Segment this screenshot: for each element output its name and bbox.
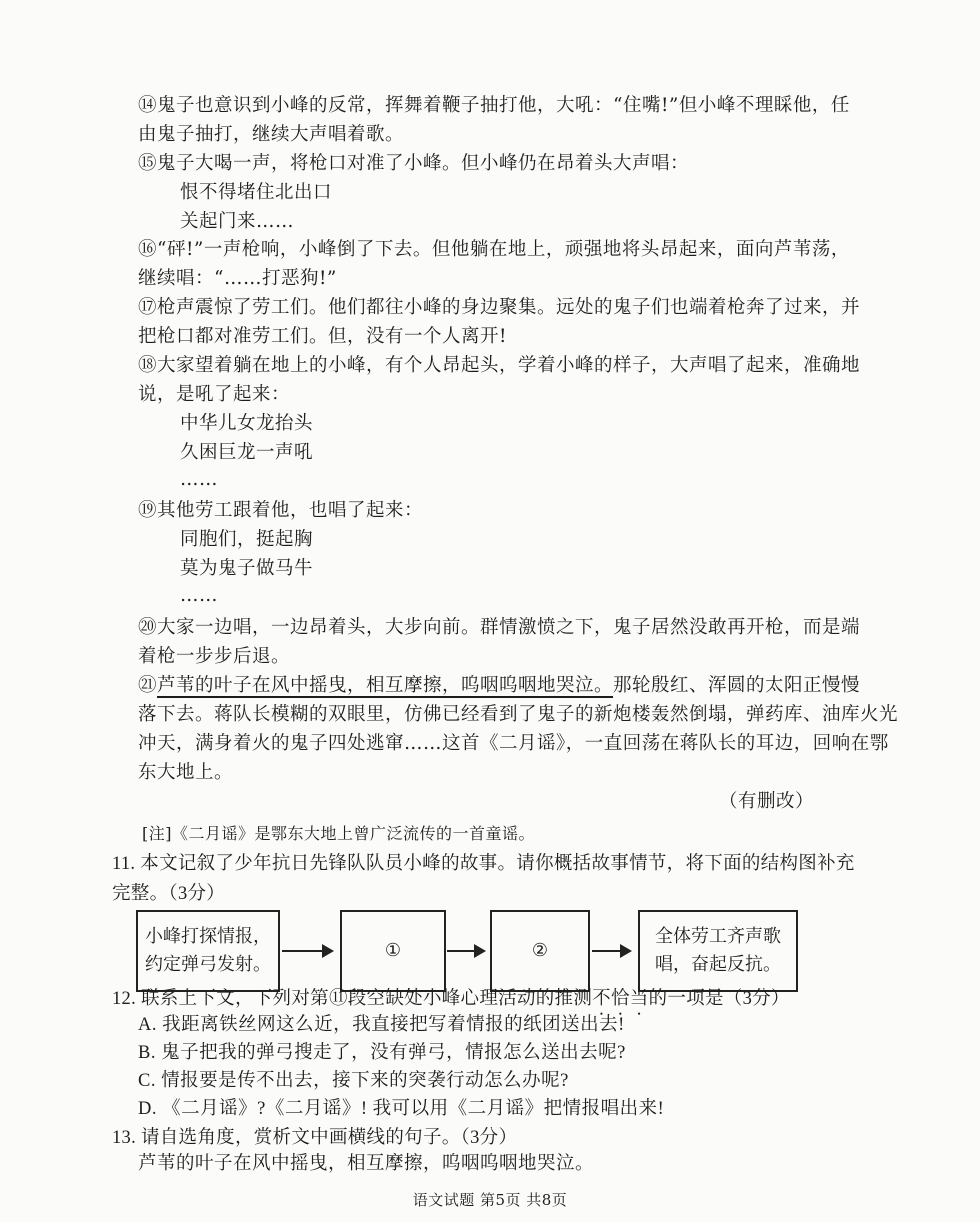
flow-box-1-line-1: 小峰打探情报， (145, 926, 271, 947)
flow-box-3-blank (490, 910, 590, 992)
paragraph-21-text: 那轮殷红、浑圆的太阳正慢慢 (613, 675, 861, 696)
song-line: 同胞们，挺起胸 (180, 529, 314, 550)
question-12-stem-tail: 的一项是（3分） (648, 989, 790, 1009)
source-note: （有删改） (718, 791, 814, 812)
song-line: 中华儿女龙抬头 (180, 413, 314, 434)
flow-box-4-line-1: 全体劳工齐声歌 (655, 926, 781, 947)
paragraph-20-line-2: 着枪一步步后退。 (138, 646, 291, 667)
flow-box-2-blank (340, 910, 446, 992)
flow-box-1-line-2: 约定弹弓发射。 (145, 954, 271, 975)
song-line: 关起门来…… (180, 211, 295, 232)
paragraph-15-line-1: ⑮鬼子大喝一声，将枪口对准了小峰。但小峰仍在昂着头大声唱： (138, 153, 690, 174)
paragraph-18-line-2: 说，是吼了起来： (138, 384, 291, 405)
paragraph-21-line-2: 落下去。蒋队长模糊的双眼里，仿佛已经看到了鬼子的新炮楼轰然倒塌，弹药库、油库火光 (138, 704, 899, 725)
flow-box-1 (136, 910, 280, 992)
blank-marker-2: ② (531, 940, 549, 961)
paragraph-21-line-3: 冲天，满身着火的鬼子四处逃窜……这首《二月谣》，一直回荡在蒋队长的耳边，回响在鄂 (138, 733, 889, 754)
question-12-option-d: D. 《二月谣》?《二月谣》! 我可以用《二月谣》把情报唱出来! (138, 1099, 665, 1119)
question-11-stem-line-2: 完整。（3分） (112, 884, 226, 904)
song-line: 久困巨龙一声吼 (180, 442, 314, 463)
emphasis-text: 不恰当 (592, 989, 649, 1009)
paragraph-marker: ㉑ (138, 675, 158, 696)
paragraph-17-line-2: 把枪口都对准劳工们。但，没有一个人离开! (138, 326, 507, 347)
paragraph-16-line-2: 继续唱：“……打恶狗!” (138, 268, 337, 289)
question-12-option-b: B. 鬼子把我的弹弓搜走了，没有弹弓，情报怎么送出去呢? (138, 1043, 626, 1063)
question-13-quote: 芦苇的叶子在风中摇曳，相互摩擦，呜咽呜咽地哭泣。 (138, 1153, 595, 1174)
underlined-sentence: 芦苇的叶子在风中摇曳，相互摩擦，呜咽呜咽地哭泣。 (157, 675, 614, 696)
annotation-note: [注]《二月谣》是鄂东大地上曾广泛流传的一首童谣。 (142, 824, 535, 843)
flow-arrow (447, 950, 484, 952)
flow-arrow (282, 950, 332, 952)
flow-box-4 (638, 910, 798, 992)
question-11-stem-line-1: 11. 本文记叙了少年抗日先锋队队员小峰的故事。请你概括故事情节，将下面的结构图补充 (112, 854, 855, 874)
paragraph-17-line-1: ⑰枪声震惊了劳工们。他们都往小峰的身边聚集。远处的鬼子们也端着枪奔了过来，并 (138, 297, 861, 318)
song-line: 恨不得堵住北出口 (180, 182, 333, 203)
paragraph-21-line-1 (138, 672, 860, 700)
question-12-option-c: C. 情报要是传不出去，接下来的突袭行动怎么办呢? (138, 1071, 569, 1091)
flow-arrow (592, 950, 630, 952)
question-12-stem-text: 12. 联系上下文，下列对第⑪段空缺处小峰心理活动的推测 (112, 989, 593, 1009)
question-12-option-a: A. 我距离铁丝网这么近，我直接把写着情报的纸团送出去! (138, 1015, 625, 1035)
blank-marker-1: ① (384, 940, 402, 961)
paragraph-14-line-2: 由鬼子抽打，继续大声唱着歌。 (138, 124, 405, 145)
song-line: …… (180, 585, 218, 606)
page-footer: 语文试题 第5页 共8页 (412, 1191, 568, 1209)
question-13-stem: 13. 请自选角度，赏析文中画横线的句子。（3分） (112, 1128, 518, 1148)
song-line: …… (180, 469, 218, 490)
paragraph-18-line-1: ⑱大家望着躺在地上的小峰，有个人昂起头，学着小峰的样子，大声唱了起来，准确地 (138, 355, 861, 376)
paragraph-21-line-4: 东大地上。 (138, 762, 234, 783)
paragraph-14-line-1: ⑭鬼子也意识到小峰的反常，挥舞着鞭子抽打他，大吼：“住嘴!”但小峰不理睬他，任 (138, 95, 850, 116)
song-line: 莫为鬼子做马牛 (180, 558, 314, 579)
paragraph-20-line-1: ⑳大家一边唱，一边昂着头，大步向前。群情激愤之下，鬼子居然没敢再开枪，而是端 (138, 617, 861, 638)
paragraph-19-line-1: ⑲其他劳工跟着他，也唱了起来： (138, 500, 424, 521)
paragraph-16-line-1: ⑯“砰!”一声枪响，小峰倒了下去。但他躺在地上，顽强地将头昂起来，面向芦苇荡， (138, 239, 850, 260)
flow-box-4-line-2: 唱，奋起反抗。 (655, 954, 781, 975)
